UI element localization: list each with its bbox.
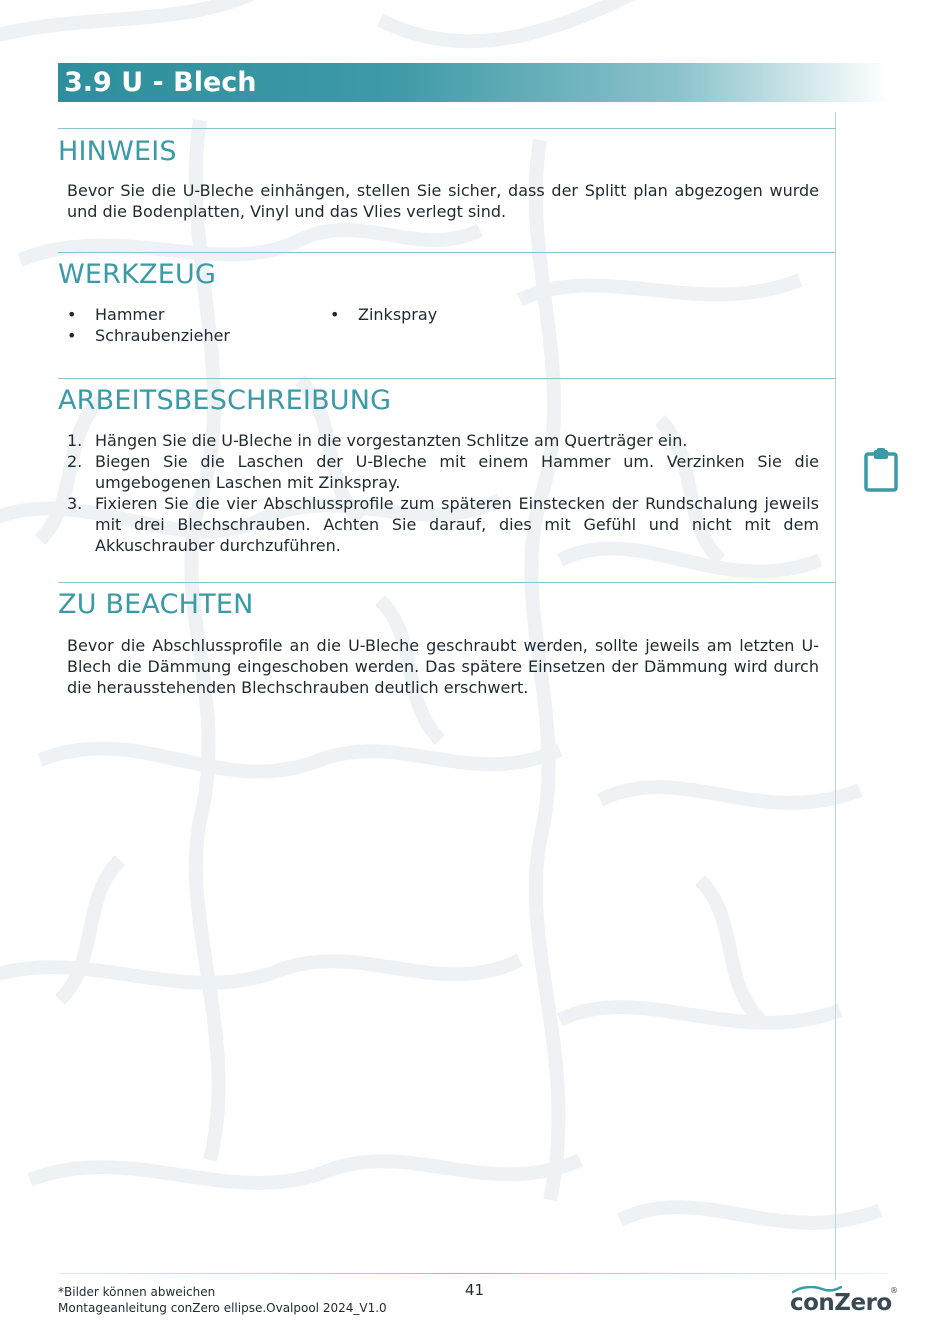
heading-arbeitsbeschreibung: ARBEITSBESCHREIBUNG bbox=[58, 385, 392, 416]
list-item bbox=[67, 493, 819, 556]
tool-item-schraubenzieher: Schraubenzieher bbox=[95, 326, 231, 345]
section-divider-hinweis bbox=[58, 128, 836, 129]
tool-item-zinkspray: Zinkspray bbox=[358, 305, 438, 324]
tool-list-column-2 bbox=[330, 304, 437, 325]
title-bar bbox=[58, 63, 888, 102]
heading-hinweis: HINWEIS bbox=[58, 136, 177, 167]
tool-list-column-1 bbox=[67, 304, 230, 346]
tool-item-hammer: Hammer bbox=[95, 305, 165, 324]
steps-list bbox=[67, 430, 819, 556]
section-divider-beachten bbox=[58, 582, 836, 583]
footer-note-images: *Bilder können abweichen bbox=[58, 1285, 216, 1299]
step-text: Fixieren Sie die vier Abschlussprofile zum späteren Einstecken der Rundschalung jeweils mit drei Blechschrauben. Achten Sie darauf, dies mit Gefühl und nicht mit dem Akkuschrauber durchzuführen. bbox=[95, 494, 819, 555]
footer-rule bbox=[58, 1273, 888, 1274]
hinweis-text: Bevor Sie die U-Bleche einhängen, stellen Sie sicher, dass der Splitt plan abgezogen wurde und die Bodenplatten, Vinyl und das Vlies verlegt sind. bbox=[67, 181, 819, 221]
bullet: • bbox=[67, 326, 77, 345]
step-text: Biegen Sie die Laschen der U-Bleche mit einem Hammer um. Verzinken Sie die umgebogenen Laschen mit Zinkspray. bbox=[95, 452, 819, 492]
step-number: 1. bbox=[67, 431, 83, 450]
beachten-text: Bevor die Abschlussprofile an die U-Bleche geschraubt werden, sollte jeweils am letzten U-Blech die Dämmung eingeschoben werden. Das spätere Einsetzen der Dämmung wird durch die herausstehenden Blechschrauben deutlich erschwert. bbox=[67, 636, 819, 697]
step-number: 3. bbox=[67, 494, 83, 513]
list-item bbox=[67, 430, 819, 451]
step-text: Hängen Sie die U-Bleche in die vorgestanzten Schlitze am Querträger ein. bbox=[95, 431, 688, 450]
list-item bbox=[330, 304, 437, 325]
logo-registered-mark: ® bbox=[890, 1286, 898, 1295]
right-margin-rule bbox=[835, 112, 836, 1280]
section-divider-arbeit bbox=[58, 378, 836, 379]
page-number: 41 bbox=[465, 1281, 485, 1299]
section-divider-werkzeug bbox=[58, 252, 836, 253]
bullet: • bbox=[67, 305, 77, 324]
page-title: 3.9 U - Blech bbox=[64, 67, 257, 98]
step-number: 2. bbox=[67, 452, 83, 471]
list-item bbox=[67, 304, 230, 325]
clipboard-icon bbox=[864, 448, 898, 492]
heading-werkzeug: WERKZEUG bbox=[58, 259, 217, 290]
conzero-logo bbox=[790, 1286, 900, 1318]
heading-zu-beachten: ZU BEACHTEN bbox=[58, 589, 254, 620]
bullet: • bbox=[330, 305, 340, 324]
logo-text: conZero bbox=[790, 1290, 892, 1316]
list-item bbox=[67, 325, 230, 346]
footer-note-manual: Montageanleitung conZero ellipse.Ovalpool 2024_V1.0 bbox=[58, 1301, 387, 1315]
list-item bbox=[67, 451, 819, 493]
